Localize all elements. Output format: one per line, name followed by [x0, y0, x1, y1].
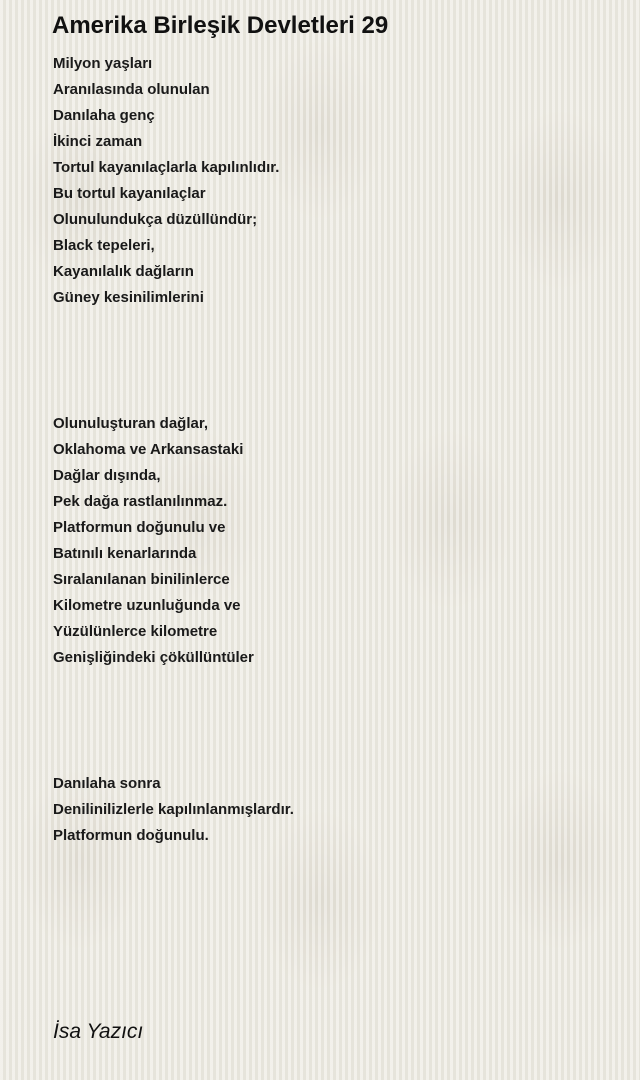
poem-line: Black tepeleri, [53, 237, 155, 254]
poem-stanza-2 [53, 411, 254, 671]
poem-line: Platformun doğunulu. [53, 827, 209, 844]
poem-line: Pek dağa rastlanılınmaz. [53, 493, 228, 510]
poem-author: İsa Yazıcı [53, 1020, 144, 1043]
poem-line: Olunuluşturan dağlar, [53, 415, 209, 432]
poem-line: Sıralanılanan binilinlerce [53, 571, 230, 588]
poem-line: Milyon yaşları [53, 55, 153, 72]
poem-title: Amerika Birleşik Devletleri 29 [52, 12, 389, 39]
poem-line: Danılaha genç [53, 107, 155, 124]
poem-line: Yüzülünlerce kilometre [53, 623, 218, 640]
poem-line: Genişliğindeki çöküllüntüler [53, 649, 254, 666]
poem-line: Güney kesinilimlerini [53, 289, 204, 306]
poem-line: Batınılı kenarlarında [53, 545, 197, 562]
poem-line: Danılaha sonra [53, 775, 161, 792]
poem-line: Oklahoma ve Arkansastaki [53, 441, 244, 458]
poem-stanza-3 [53, 771, 294, 849]
poem-line: Denilinilizlerle kapılınlanmışlardır. [53, 801, 294, 818]
poem-line: Tortul kayanılaçlarla kapılınlıdır. [53, 159, 280, 176]
poem-line: İkinci zaman [53, 133, 143, 150]
poem-stanza-1 [53, 51, 279, 311]
poem-line: Aranılasında olunulan [53, 81, 210, 98]
poem-line: Kayanılalık dağların [53, 263, 194, 280]
poem-line: Olunulundukça düzüllündür; [53, 211, 258, 228]
poem-line: Kilometre uzunluğunda ve [53, 597, 241, 614]
poem-line: Bu tortul kayanılaçlar [53, 185, 206, 202]
poem-line: Platformun doğunulu ve [53, 519, 226, 536]
poem-line: Dağlar dışında, [53, 467, 161, 484]
